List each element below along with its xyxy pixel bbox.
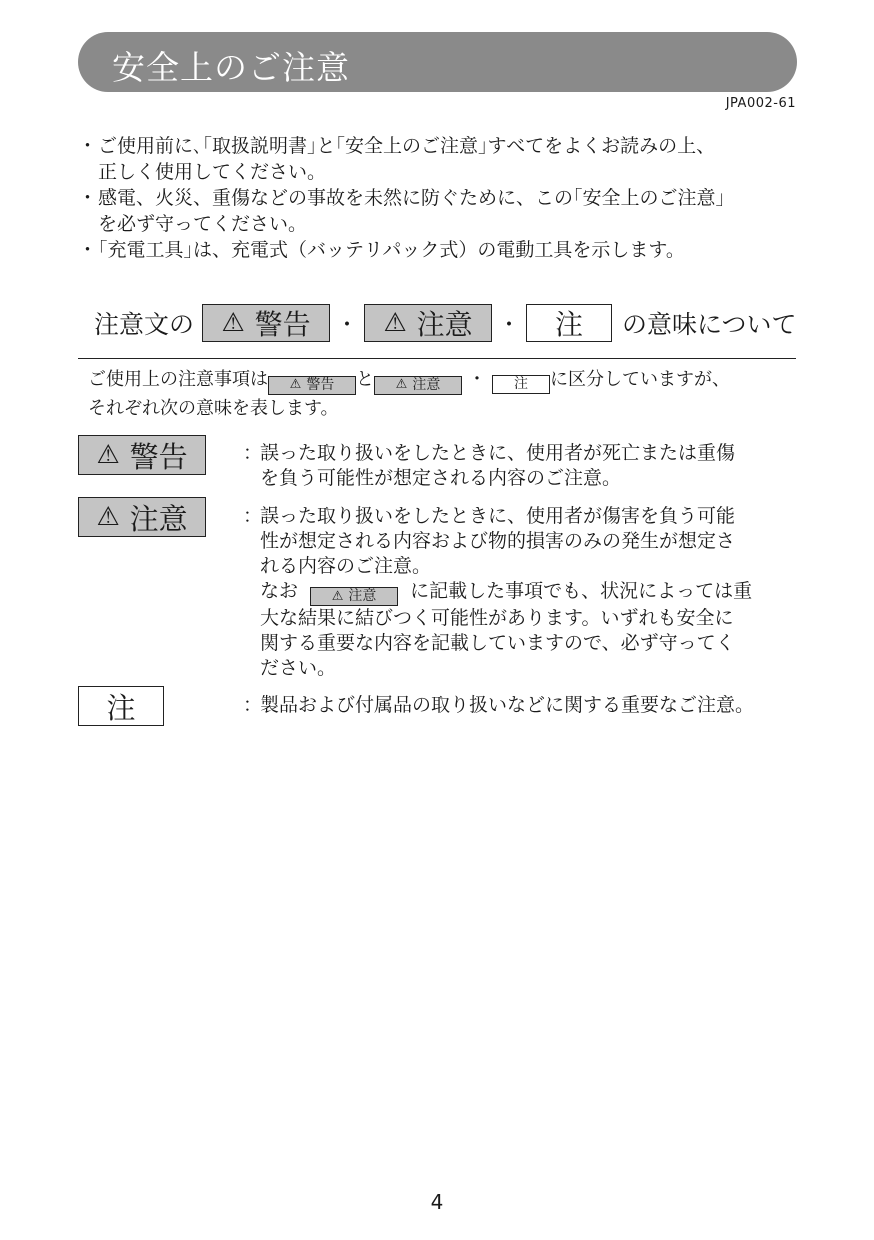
title-bar xyxy=(78,32,797,92)
separator: ・ xyxy=(336,312,359,338)
section-title xyxy=(94,301,797,345)
caution-description xyxy=(243,504,815,681)
intro-part: と xyxy=(356,369,374,390)
desc-line: ださい。 xyxy=(260,657,337,679)
intro-text xyxy=(88,366,798,423)
desc-line: 誤った取り扱いをしたときに、使用者が傷害を負う可能 xyxy=(260,505,736,527)
document-code: JPA002-61 xyxy=(725,96,796,111)
bullet-line: 感電、火災、重傷などの事故を未然に防ぐために、この｢安全上のご注意｣ xyxy=(98,187,726,209)
bullet-item xyxy=(76,237,804,263)
bullet-mark: ・ xyxy=(78,135,98,157)
bullet-mark: ・ xyxy=(78,239,98,261)
warning-tag-label: 警告 xyxy=(306,377,335,393)
desc-line: れる内容のご注意。 xyxy=(260,555,432,577)
warning-label-box xyxy=(78,435,206,475)
desc-line: 関する重要な内容を記載していますので、必ず守ってく xyxy=(260,632,735,654)
warning-triangle-icon: ⚠ xyxy=(395,377,408,392)
bullet-list xyxy=(76,133,804,263)
bullet-line: ご使用前に､｢取扱説明書｣と｢安全上のご注意｣すべてをよくお読みの上、 xyxy=(98,135,716,157)
desc-part: に記載した事項でも、状況によっては重 xyxy=(410,580,753,602)
warning-label-text: 警告 xyxy=(129,439,188,474)
caution-tag-label: 注意 xyxy=(416,308,473,341)
bullet-item xyxy=(76,185,804,237)
warning-description xyxy=(243,441,815,491)
desc-line: 製品および付属品の取り扱いなどに関する重要なご注意。 xyxy=(260,694,755,716)
bullet-mark: ・ xyxy=(78,187,98,209)
note-tag-small xyxy=(492,375,550,394)
caution-tag-small xyxy=(374,376,462,395)
colon: ： xyxy=(243,442,263,464)
desc-line: 性が想定される内容および物的損害のみの発生が想定さ xyxy=(260,530,736,552)
warning-tag xyxy=(202,304,330,342)
caution-tag-label: 注意 xyxy=(348,588,377,604)
note-tag-label: 注 xyxy=(555,308,584,341)
section-prefix: 注意文の xyxy=(94,310,195,339)
caution-label-text: 注意 xyxy=(129,501,188,536)
note-label-box xyxy=(78,686,164,726)
caution-tag xyxy=(364,304,492,342)
colon: ： xyxy=(243,505,263,527)
desc-line: を負う可能性が想定される内容のご注意。 xyxy=(260,467,622,489)
page-title: 安全上のご注意 xyxy=(112,48,350,87)
desc-part: なお xyxy=(260,580,299,602)
intro-line xyxy=(88,366,798,395)
warning-triangle-icon: ⚠ xyxy=(221,308,245,338)
desc-line: 誤った取り扱いをしたときに、使用者が死亡または重傷 xyxy=(260,442,736,464)
desc-line: 大な結果に結びつく可能性があります。いずれも安全に xyxy=(260,607,734,629)
warning-triangle-icon: ⚠ xyxy=(96,502,120,532)
intro-part: ご使用上の注意事項は xyxy=(88,369,268,390)
warning-tag-small xyxy=(268,376,356,395)
desc-line xyxy=(260,579,815,606)
warning-triangle-icon: ⚠ xyxy=(289,377,302,392)
warning-triangle-icon: ⚠ xyxy=(96,440,120,470)
caution-tag-small xyxy=(310,587,398,606)
note-description xyxy=(243,693,815,718)
caution-label-box xyxy=(78,497,206,537)
note-tag-label: 注 xyxy=(514,376,528,392)
bullet-line: 正しく使用してください。 xyxy=(98,161,327,183)
intro-part: に区分していますが、 xyxy=(550,369,730,390)
bullet-line: ｢充電工具｣は、充電式（バッテリパック式）の電動工具を示します。 xyxy=(98,239,685,261)
warning-triangle-icon: ⚠ xyxy=(383,308,407,338)
bullet-line: を必ず守ってください。 xyxy=(98,213,308,235)
intro-line: それぞれ次の意味を表します。 xyxy=(88,397,339,419)
colon: ： xyxy=(243,694,263,716)
warning-triangle-icon: ⚠ xyxy=(331,589,344,604)
page-number: 4 xyxy=(430,1190,444,1214)
intro-part: ・ xyxy=(468,369,486,390)
divider xyxy=(78,358,796,359)
section-suffix: の意味について xyxy=(622,310,797,339)
warning-tag-label: 警告 xyxy=(254,308,311,341)
note-label-text: 注 xyxy=(106,690,136,725)
caution-tag-label: 注意 xyxy=(412,377,441,393)
bullet-item xyxy=(76,133,804,185)
separator: ・ xyxy=(498,312,521,338)
note-tag xyxy=(526,304,612,342)
